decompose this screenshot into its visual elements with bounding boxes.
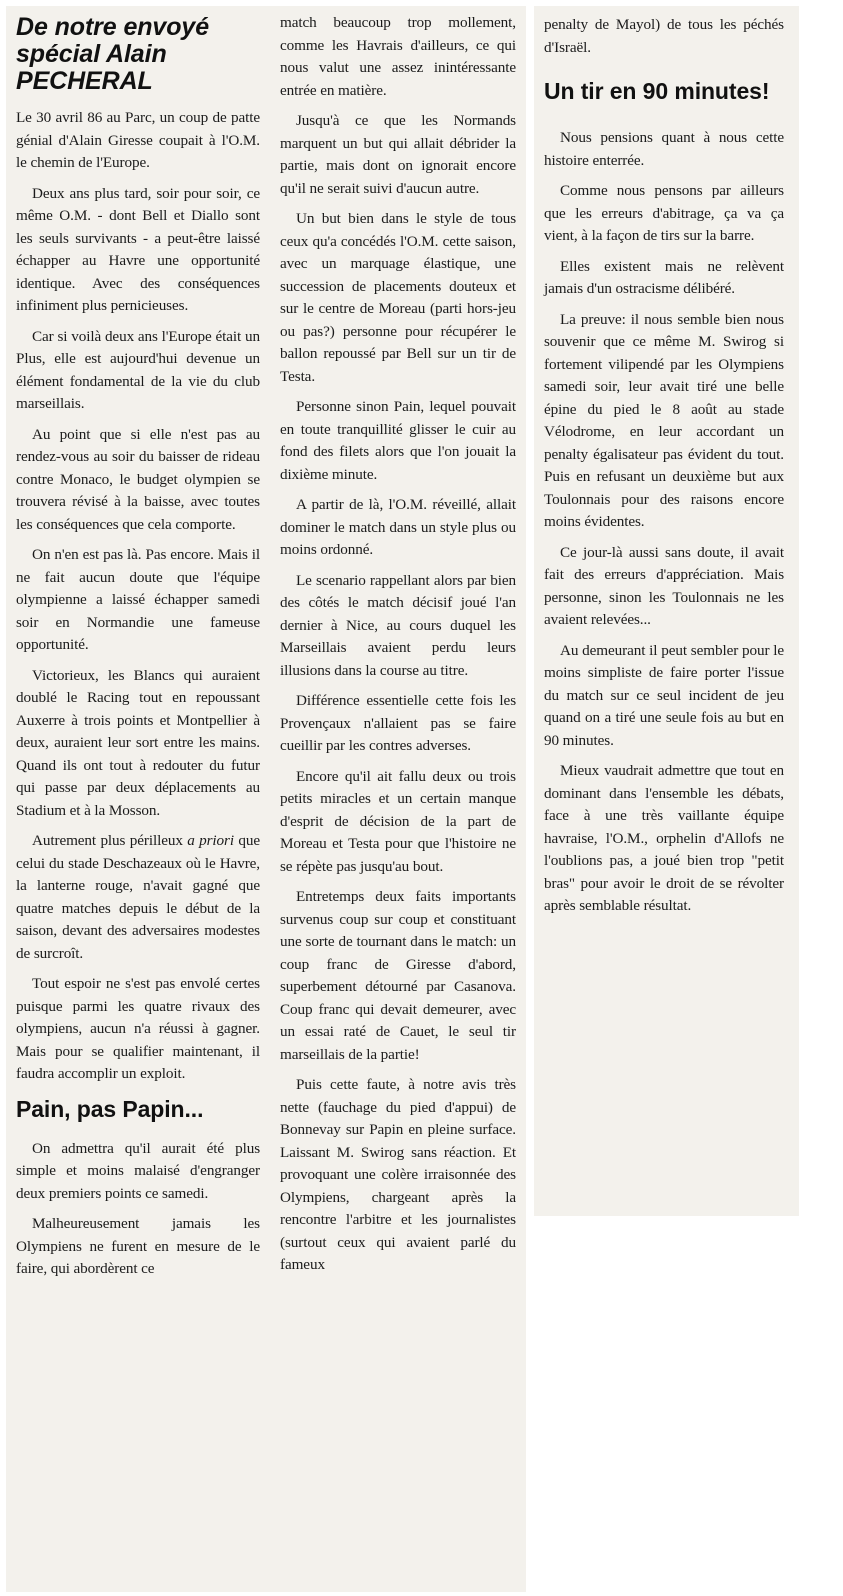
article-column-2 [280,12,516,1285]
article-column-3 [544,14,784,926]
paragraph: Elles existent mais ne relèvent jamais d'un ostracisme délibéré. [544,257,784,297]
paragraph: Puis cette faute, à notre avis très nette (fauchage du pied d'appui) de Bonnevay sur Papin en pleine surface. Laissant M. Swirog sans réaction. Et provoquant une colère irraisonnée des Olympiens, chargeant après la rencontre l'arbitre et les journalistes (surtout ceux qui avaient parlé du fameux [280,1076,516,1273]
paragraph: Deux ans plus tard, soir pour soir, ce même O.M. - dont Bell et Diallo sont les seuls survivants - a peut-être laissé échapper au Havre une opportunité identique. Avec des conséquences infiniment plus pernicieuses. [16,184,260,314]
paragraph: Tout espoir ne s'est pas envolé certes puisque parmi les quatre rivaux des olympiens, aucun n'a réussi à gagner. Mais pour se qualifier maintenant, il faudra accomplir un exploit. [16,975,260,1082]
paragraph: Victorieux, les Blancs qui auraient doublé le Racing tout en repoussant Auxerre à trois points et Montpellier à deux, auraient leur sort entre les mains. Quand ils ont tout à redouter du futur qui passe par deux déplacements au Stadium et à la Mosson. [16,666,260,819]
paragraph: Le 30 avril 86 au Parc, un coup de patte génial d'Alain Giresse coupait à l'O.M. le chemin de l'Europe. [16,109,260,171]
paragraph: Le scenario rappellant alors par bien des côtés le match décisif joué l'an dernier à Nice, au cours duquel les Marseillais avaient perdu leurs illusions dans la course au titre. [280,571,516,679]
paragraph: Ce jour-là aussi sans doute, il avait fait des erreurs d'appréciation. Mais personne, sinon les Toulonnais ne les avaient relevées... [544,543,784,628]
paragraph: On admettra qu'il aurait été plus simple et moins malaisé d'engranger deux premiers points ce samedi. [16,1139,260,1202]
paragraph: match beaucoup trop mollement, comme les Havrais d'ailleurs, ce qui nous valut une assez inintéressante entrée en matière. [280,14,516,99]
paragraph: Car si voilà deux ans l'Europe était un Plus, elle est aujourd'hui devenue un élément fondamental de la vie du club marseillais. [16,327,260,412]
section-heading: Pain, pas Papin... [16,1095,204,1122]
paragraph: Nous pensions quant à nous cette histoire enterrée. [544,129,784,169]
paragraph: penalty de Mayol) de tous les péchés d'Israël. [544,16,784,56]
paragraph: Autrement plus périlleux a priori que celui du stade Deschazeaux où le Havre, la lanterne rouge, n'avait gagné que quatre matches depuis le début de la saison, devant des adversaires modestes de surcroît. [16,832,261,962]
paragraph: Différence essentielle cette fois les Provençaux n'allaient pas se faire cueillir par les contres adverses. [280,692,516,754]
paragraph: Comme nous pensons par ailleurs que les erreurs d'abitrage, ça va ça vient, à la façon de tirs sur la barre. [544,182,784,244]
byline: De notre envoyé spécial Alain PECHERAL [16,13,210,95]
article-column-1 [16,14,260,1289]
paragraph: A partir de là, l'O.M. réveillé, allait dominer le match dans un style plus ou moins ordonné. [280,496,516,558]
paragraph: Mieux vaudrait admettre que tout en dominant dans l'ensemble les débats, face à une très vaillante équipe havraise, l'O.M., orphelin d'Allofs ne l'oublions pas, a joué bien trop "petit bras" pour avoir le droit de se révolter après semblable résultat. [544,762,784,914]
paragraph: Entretemps deux faits importants survenus coup sur coup et constituant une sorte de tournant dans le match: un coup franc de Giresse d'abord, superbement détourné par Casanova. Coup franc qui devait demeurer, avec un essai raté de Cauet, le seul tir marseillais de la partie! [280,888,516,1063]
paragraph: Au demeurant il peut sembler pour le moins simpliste de faire porter l'issue du match sur ce seul incident de jeu quand on a tiré une seule fois au but en 90 minutes. [544,641,784,749]
italic-phrase: a priori [187,832,234,849]
section-heading: Un tir en 90 minutes! [544,78,770,104]
paragraph: Jusqu'à ce que les Normands marquent un but qui allait débrider la partie, mais dont on ignorait encore qu'il ne serait suivi d'aucun autre. [280,112,516,197]
paragraph: On n'en est pas là. Pas encore. Mais il ne fait aucun doute que l'équipe olympienne a laissé échapper samedi soir en Normandie une fameuse opportunité. [16,546,260,653]
paragraph: Au point que si elle n'est pas au rendez-vous au soir du baisser de rideau contre Monaco, le budget olympien se trouvera révisé à la baisse, avec toutes les conséquences que cela comporte. [16,425,260,533]
paragraph: Encore qu'il ait fallu deux ou trois petits miracles et un certain manque d'esprit de décision de la part de Moreau et Testa pour que l'histoire ne se répète pas jusqu'au bout. [280,767,516,875]
paragraph: Malheureusement jamais les Olympiens ne furent en mesure de le faire, qui abordèrent ce [16,1215,260,1277]
paragraph: Un but bien dans le style de tous ceux qu'a concédés l'O.M. cette saison, avec un marquage élastique, une succession de placements douteux et sur le centre de Moreau (parti hors-jeu ou pas?) personne pour récupérer le ballon repoussé par Bell sur un tir de Testa. [280,210,516,385]
paragraph: La preuve: il nous semble bien nous souvenir que ce même M. Swirog si fortement vilipendé par les Olympiens samedi soir, leur avait tiré une belle épine du pied le 8 août au stade Vélodrome, en leur accordant un penalty égalisateur pas évident du tout. Puis en refusant un deuxième but aux Toulonnais pour des raisons encore moins évidentes. [544,310,784,530]
paragraph: Personne sinon Pain, lequel pouvait en toute tranquillité glisser le cuir au fond des filets alors que l'on jouait la dixième minute. [280,398,516,483]
